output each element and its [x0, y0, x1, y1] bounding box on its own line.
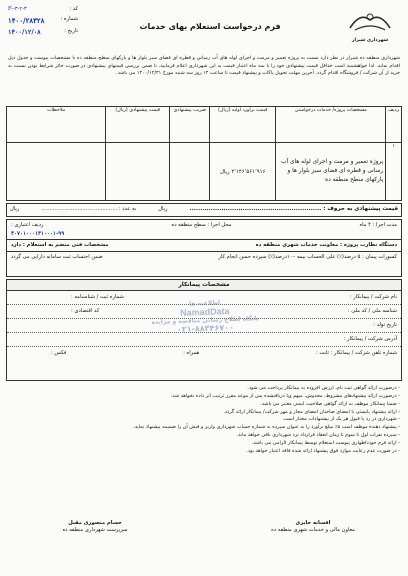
watermark: [119, 297, 290, 336]
price-number-label[interactable]: به عدد : ..............................................: [41, 206, 137, 213]
form-title: فرم درخواست استعلام بهای خدمات: [139, 22, 281, 31]
code-label: کد :: [69, 6, 78, 12]
signature-right-name: افسانه جابری: [295, 520, 331, 526]
col-header-index: ردیف: [386, 107, 402, 143]
signature-left-name: حسام منصوری مقبل: [68, 520, 122, 526]
condition-item: - ضمنا پیمانکار موظف به ارائه گواهی صلاحیت ایمنی معتبر می باشد.: [260, 400, 400, 407]
condition-item: - درصورت ارائه گواهی ثبت نام، ارزش افزوده به پیمانکار پرداخت می شود.: [247, 385, 400, 391]
condition-item: - ارائه فرم خودداظهاری پیوست استعلام توسط پیمانکار الزامی می باشد.: [251, 439, 400, 446]
row-notes[interactable]: [7, 143, 106, 201]
phone-field[interactable]: شماره تلفن شرکت / پیمانکار : ثابت :: [316, 350, 397, 357]
row-estimate: ۲٬۱۴۶٬۵۶۱٬۹۱۶ ریال: [210, 143, 276, 201]
price-words-unit: ریال: [158, 206, 168, 213]
signature-left-title: سرپرست شهرداری منطقه ده: [62, 527, 128, 534]
intro-paragraph: شهرداری منطقه ده شیراز در نظر دارد نسبت به پروژه تعمیر و مرمت و اجرای لوله های آب رسانی و قطره ای فضای سبز بلوار ها و پارکهای سطح منطقه ده با مشخصات پیوست و جدول ذیل اقدام نماید. لذا خواهشمند است حداقل قیمت پیشنهادی خود را با سه ماه اعتبار قیمت به این شهرداری اعلام فرمایید. تا ضمن بررسی قیمتهای پیشنهادی در صورت حائز شرایط بودن نسبت به خرید از آن شرکت / فروشگاه اقدام گردد. آخرین مهلت تحویل پاکات و پیشنهاد قیمت تا ساعت ۱۴ روز سه شنبه مورخ ۱۴۰۰/۱۲/۳۱ می باشد.: [8, 55, 400, 77]
signature-right-title: معاون مالی و خدمات شهری منطقه ده: [271, 527, 355, 534]
row-coefficient[interactable]: [170, 143, 210, 201]
logo-text: شهرداری شیراز: [351, 38, 389, 43]
number-value: ۱۴۰۰/۲۸۳۲۸: [8, 16, 45, 26]
birth-date-field[interactable]: تاریخ تولد :: [373, 322, 397, 329]
econ-code-field[interactable]: کد اقتصادی :: [71, 308, 100, 315]
col-header-estimate: قیمت برآورد اولیه (ریال): [210, 107, 276, 143]
watermark-line1: اطلاعیه ها: [188, 299, 221, 308]
mobile-field[interactable]: همراه :: [183, 350, 200, 357]
row-offer[interactable]: [106, 143, 170, 201]
supervisor: دستگاه نظارت پروژه : معاونت خدمات شهری منطقه ده: [255, 241, 397, 248]
fax-field[interactable]: فکس :: [51, 350, 67, 357]
watermark-line4: ۰۲۱-۸۸۳۴۶۷۰۰: [176, 323, 235, 334]
number-label: شماره :: [60, 16, 78, 23]
col-header-offer: قیمت پیشنهادی (ریال): [106, 107, 170, 143]
condition-item: - شهرداری در رد یا قبول هر یک از پیشنهادات مختار است.: [282, 416, 400, 423]
credit-label: ردیف اعتباری :: [11, 222, 44, 228]
contractor-section-title: مشخصات پیمانکار: [7, 280, 401, 291]
condition-item: - درصورت ارائه پیشنهادهای مشروط، مخدوش، مبهم ویا دریافتشده پس از موعد مقرر ترتیب اثر داده نخواهد شد.: [170, 392, 400, 399]
condition-item: - سپرده نفرات اول تا سوم تا زمان انعقاد قرارداد نزد شهرداری باقی خواهد ماند.: [236, 432, 400, 439]
credit-value: ۳۰۷۰۱۰۰۰۱۳۱۰۰۰۱-۹۹: [11, 231, 65, 238]
watermark-line3: پایگاه اطلاع رسانی مناقصه و مزایده: [151, 315, 259, 326]
signature-right: [258, 520, 368, 534]
reg-number-field[interactable]: شماره ثبت / شناسنامه :: [71, 294, 124, 300]
date-value: ۱۴۰۰/۱۲/۰۸: [8, 28, 41, 37]
condition-item: - ارائه پیشنهاد بایستی با امضای صاحبان امضای مجاز و مهر شرکت/ پیمانکار ارائه گردد.: [223, 408, 400, 415]
date-label: تاریخ :: [64, 28, 78, 35]
table-row: [7, 143, 402, 201]
header-code-box: [8, 6, 78, 42]
location: محل اجرا : سطح منطقه ده: [171, 222, 232, 228]
code-value: F--۳-۲-۳: [8, 6, 27, 12]
col-header-description: مشخصات پروژه/ خدمات درخواستی: [276, 107, 386, 143]
deductions: کسورات پیمان : ۵ درصد(٪) علی الحساب بیمه –۱۰درصد(٪) سپرده حسن انجام کار: [218, 253, 397, 260]
row-index: ۱: [386, 143, 402, 201]
company-name-field[interactable]: نام شرکت / پیمانکار :: [349, 294, 397, 300]
items-table: [6, 106, 402, 201]
municipality-logo: [342, 8, 398, 48]
condition-item: - پیشنهاد دهنده موظف است ۵٪ مبلغ برآورد را به عنوان سپرده به شماره حساب شهرداری واریز و فیش آن را ضمیمه پیشنهاد نماید.: [133, 424, 400, 431]
price-words-label[interactable]: قیمت پیشنهادی به حروف : ..............................................................: [189, 206, 398, 213]
id-code-field[interactable]: شناسه ملی / کد ملی :: [347, 308, 397, 315]
col-header-coefficient: ضریب پیشنهادی: [170, 107, 210, 143]
tech-spec: مشخصات فنی منضم به استعلام : دارد: [11, 241, 109, 248]
signature-left: [40, 520, 150, 534]
watermark-line2: NamadData: [179, 306, 230, 318]
col-header-notes: ملاحظات: [7, 107, 106, 143]
condition-item: - در صورت عدم رعایت موارد فوق پیشنهاد ارائه شده فاقد اعتبار خواهد بود.: [246, 447, 400, 454]
price-text-box: [6, 203, 402, 217]
logo-emblem-icon: [345, 8, 395, 34]
registration-note: ضمن احتساب ثبت سامانه دارایی می گردد: [11, 253, 103, 260]
price-number-unit: ریال: [10, 206, 20, 213]
conditions-list: [8, 385, 400, 456]
duration: مدت اجرا : ۴ ماه: [359, 222, 397, 228]
row-description: پروژه تعمیر و مرمت و اجرای لوله های آب رسانی و قطره ای فضای سبز بلوار ها و پارکهای سطح منطقه ده: [276, 143, 386, 201]
address-field[interactable]: آدرس شرکت / پیمانکار :: [343, 336, 397, 343]
project-info-box: [6, 219, 402, 277]
